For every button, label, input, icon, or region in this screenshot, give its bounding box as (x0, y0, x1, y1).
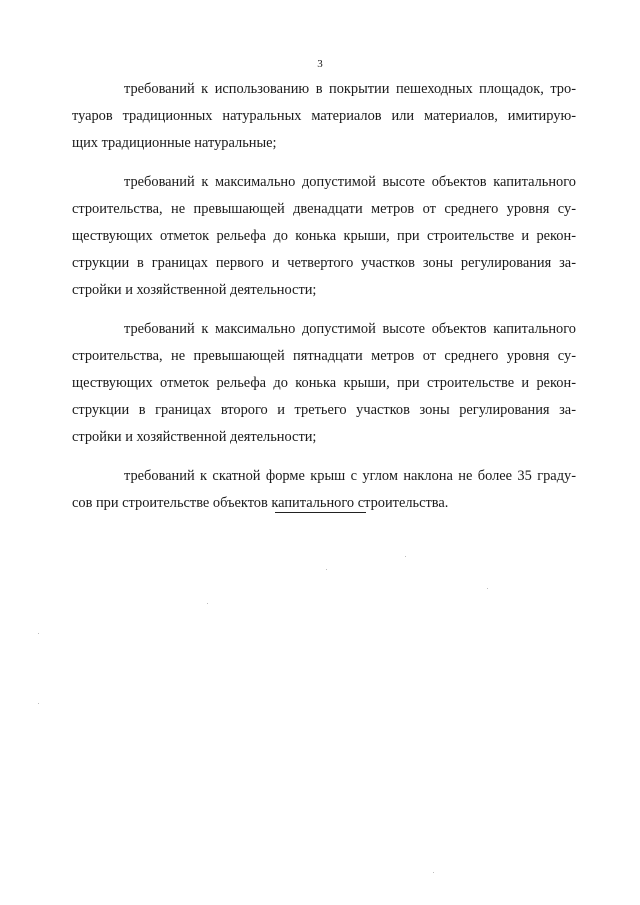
text-line: струкции в границах второго и третьего участков зоны регулирования за- (72, 402, 576, 418)
page-number: 3 (317, 58, 323, 70)
scan-speck (38, 703, 39, 704)
text-line: сов при строительстве объектов капитального строительства. (72, 495, 449, 511)
paragraph-pavement-materials (72, 76, 576, 157)
text-line: ществующих отметок рельефа до конька крыши, при строительстве и рекон- (72, 228, 576, 244)
text-line: требований к максимально допустимой высоте объектов капитального (124, 174, 576, 190)
text-line: строительства, не превышающей двенадцати метров от среднего уровня су- (72, 201, 576, 217)
text-line: ществующих отметок рельефа до конька крыши, при строительстве и рекон- (72, 375, 576, 391)
text-line: требований к максимально допустимой высоте объектов капитального (124, 321, 576, 337)
scan-speck (326, 569, 327, 570)
text-line: стройки и хозяйственной деятельности; (72, 429, 317, 445)
text-line: струкции в границах первого и четвертого участков зоны регулирования за- (72, 255, 576, 271)
paragraph-roof-slope (72, 463, 576, 517)
scan-speck (433, 872, 434, 873)
paragraph-height-fifteen-meters (72, 316, 576, 451)
text-line: щих традиционные натуральные; (72, 135, 277, 151)
text-line: строительства, не превышающей пятнадцати метров от среднего уровня су- (72, 348, 576, 364)
text-line: требований к использованию в покрытии пешеходных площадок, тро- (124, 81, 576, 97)
text-line: стройки и хозяйственной деятельности; (72, 282, 317, 298)
paragraph-height-twelve-meters (72, 169, 576, 304)
scan-speck (207, 603, 208, 604)
document-body (72, 76, 576, 517)
scan-speck (405, 556, 406, 557)
scan-speck (38, 633, 39, 634)
text-line: требований к скатной форме крыш с углом наклона не более 35 граду- (124, 468, 576, 484)
scan-speck (487, 588, 488, 589)
end-of-text-rule (275, 512, 366, 513)
text-line: туаров традиционных натуральных материалов или материалов, имитирую- (72, 108, 576, 124)
